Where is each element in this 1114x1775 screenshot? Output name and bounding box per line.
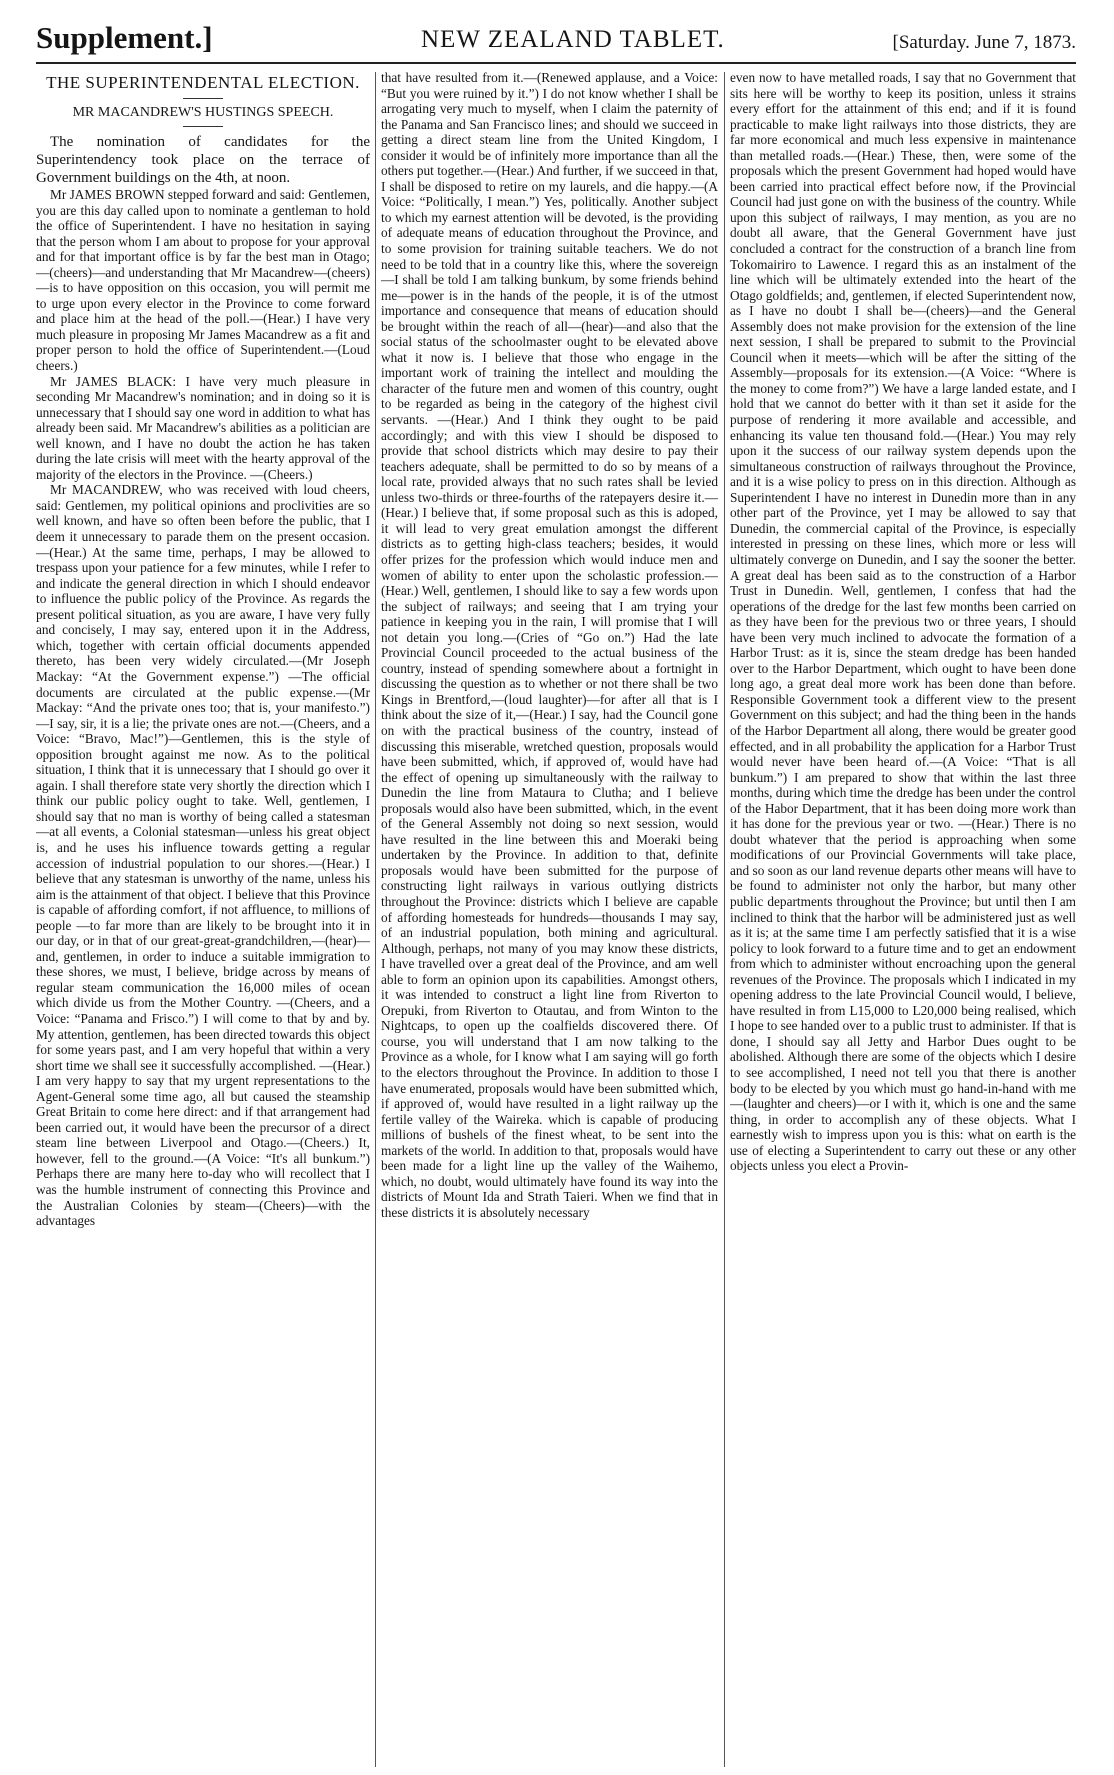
column-divider <box>375 72 376 1767</box>
column-3 <box>730 70 1076 1770</box>
masthead <box>36 18 1076 64</box>
headline-rule <box>183 98 223 99</box>
paragraph: Mr MACANDREW, who was received with loud cheers, said: Gentlemen, my political opinions and proclivities are so well known, and have so often been before the public, that I deem it unnecessary to parade them on the present occasion.—(Hear.) At the same time, perhaps, I may be allowed to trespass upon your patience for a few minutes, while I refer to and indicate the general direction in which I should endeavor to influence the public policy of the Province. As regards the present political situation, as you are aware, I have very fully and concisely, I may say, entered upon it in the Address, which, together with certain official documents appended thereto, has been very widely circulated.—(Mr Joseph Mackay: “At the Government expense.”) —The official documents are circulated at the public expense.—(Mr Mackay: “And the private ones too; that is, your manifesto.”)—I say, sir, it is a lie; the private ones are not.—(Cheers, and a Voice: “Bravo, Mac!”)—Gentlemen, this is the style of opposition brought against me now. As to the political situation, I think that it is unnecessary that I should go over it again. I shall therefore state very shortly the direction which I think our public policy ought to take. Well, gentlemen, I should say that no man is worthy of being called a statesman—at all events, a Colonial statesman—unless his great object is, and he uses his influence towards getting a regular accession of industrial population to our shores.—(Hear.) I believe that any statesman is unworthy of the name, unless his aim is the attainment of that object. I believe that this Province is capable of affording comfort, if not affluence, to millions of people —to far more than are likely to be brought into it in our day, or in that of our great-great-grandchildren,—(hear)—and, gentlemen, in order to induce a suitable immigration to these shores, we must, I believe, bridge across by means of regular steam communication the 16,000 miles of ocean which divide us from the Mother Country. —(Cheers, and a Voice: “Panama and Frisco.”) I will come to that by and by. My attention, gentlemen, has been directed towards this object for some years past, and I am very hopeful that within a very short time we shall see it successfully accomplished. —(Hear.) I am very happy to say that my urgent representations to the Agent-General some time ago, all but caused the steamship Great Britain to come here direct: and if that arrangement had been carried out, it would have been the precursor of a direct steam line between Liverpool and Otago.—(Cheers.) It, however, fell to the ground.—(A Voice: “It's all bunkum.”) Perhaps there are many here to-day who will recollect that I was the humble instrument of connecting this Province and the Australian Colonies by steam—(Cheers)—with the advantages <box>36 482 370 1229</box>
paragraph: Mr JAMES BROWN stepped forward and said: Gentlemen, you are this day called upon to nominate a gentleman to hold the office of Superintendent. I have no hesitation in saying that the person whom I am about to propose for your approval and for that important office is by far the best man in Otago; —(cheers)—and understanding that Mr Macandrew—(cheers)—is to have opposition on this occasion, you will permit me to urge upon every elector in the Province to come forward and place him at the head of the poll.—(Hear.) I have very much pleasure in proposing Mr James Macandrew as a fit and proper person to hold the office of Superintendent.—(Loud cheers.) <box>36 187 370 374</box>
column-divider <box>724 72 725 1767</box>
newspaper-title: NEW ZEALAND TABLET. <box>421 26 725 53</box>
column-1 <box>36 70 370 1770</box>
article-headline: THE SUPERINTENDENTAL ELECTION. <box>46 73 360 92</box>
paragraph: Mr JAMES BLACK: I have very much pleasure in seconding Mr Macandrew's nomination; and in doing so it is unnecessary that I should say one word in addition to what has already been said. Mr Macandrew's abilities as a politician are well known, and I have no doubt the action he has taken during the late crisis will meet with the hearty approval of the majority of the electors in the Province. —(Cheers.) <box>36 373 370 482</box>
paragraph: that have resulted from it.—(Renewed applause, and a Voice: “But you were ruined by it.”) I do not know whether I shall be arrogating very much to myself, when I claim the paternity of the Panama and San Francisco lines; and should we succeed in getting a direct steam line from the United Kingdom, I consider it would be of infinitely more importance than all the others put together.—(Hear.) And further, if we succeed in that, I shall be disposed to retire on my laurels, and die happy.—(A Voice: “Politically, I mean.”) Yes, politically. Another subject to which my earnest attention will be devoted, is the providing of adequate means of education throughout the Province, and to some provision for training suitable teachers. We do not need to be told that in a country like this, where the sovereign—I shall be told I am talking bunkum, by some friends behind me—power is in the hands of the people, it is of the utmost importance and consequence that means of education should be brought within the reach of all—(hear)—and also that the social status of the schoolmaster ought to be elevated above what it now is. I believe that those who engage in the important work of training the intellect and moulding the character of the future men and women of this country, ought to be regarded as being in the category of the highest civil servants. —(Hear.) And I think they ought to be paid accordingly; and with this view I should be disposed to provide that school districts which may desire to pay their teachers adequate, shall be permitted to do so by means of a local rate, provided always that no such rates shall be levied unless two-thirds or three-fourths of the ratepayers desire it.—(Hear.) I believe that, if some proposal such as this is adoped, it will lead to very great emulation amongst the different districts as to getting high-class teachers; besides, it would offer prizes for the profession which would induce men and women of ability to enter upon the scholastic profession.—(Hear.) Well, gentlemen, I should like to say a few words upon the subject of railways; and seeing that I am trying your patience in keeping you in the rain, I will promise that I will not detain you long.—(Cries of “Go on.”) Had the late Provincial Council proceeded to the actual business of the country, instead of spending somewhere about a fortnight in discussing the question as to whether or not there shall be two Kings in Brentford,—(loud laughter)—for after all that is I think about the size of it,—(Hear.) I say, had the Council gone on with the practical business of the country, instead of discussing this miserable, wretched question, proposals would have been submitted, which, if approved of, would have had the effect of opening up simultaneously with the railway to Dunedin the line from Mataura to Clutha; and I believe proposals would also have been submitted, which, in the event of the General Assembly not doing so next session, would have resulted in the line between this and Moeraki being undertaken by the Province. In addition to that, definite proposals would have been submitted for the purpose of constructing light railways in various outlying districts throughout the Province: districts which I believe are capable of affording homesteads for hundreds—thousands I may say, of an industrial population, both mining and agricultural. Although, perhaps, not many of you may know these districts, I have travelled over a great deal of the Province, and am well able to form an opinion upon its capabilities. Amongst others, it was intended to construct a light line from Riverton to Orepuki, from Riverton to Otautau, and from Winton to the Nightcaps, to open up the coalfields discovered there. Of course, you will understand that I am now talking to the Province as a whole, for I know what I am saying will go forth to the electors throughout the Province. In addition to those I have enumerated, proposals would have been submitted which, if approved of, would have resulted in a light railway up the fertile valley of the Waireka. which is capable of producing millions of bushels of the finest wheat, to be sent into the markets of the world. In addition to that, proposals would have been made for a light line up the valley of the Waihemo, which, no doubt, would ultimately have found its way into the districts of Mount Ida and Strath Taieri. When we find that in these districts it is absolutely necessary <box>381 70 718 1220</box>
article-subheadline: MR MACANDREW'S HUSTINGS SPEECH. <box>72 105 334 120</box>
issue-date: [Saturday. June 7, 1873. <box>892 32 1076 53</box>
supplement-label: Supplement.] <box>36 20 213 55</box>
column-2 <box>381 70 718 1770</box>
paragraph: even now to have metalled roads, I say that no Government that sits here will be worthy to keep its position, unless it strains every effort for the attainment of this end; and if it is found practicable to make light railways into those districts, they are far more economical and much less expensive in maintenance than metalled roads.—(Hear.) These, then, were some of the proposals which the present Government had hoped would have been carried into practical effect before now, if the Provincial Council had just gone on with the business of the country. While upon this subject of railways, I may mention, as you are no doubt all aware, that the General Government have just concluded a contract for the construction of a branch line from Tokomairiro to Lawence. I regard this as an instalment of the line which will be ultimately extended into the heart of the Otago goldfields; and, gentlemen, if elected Superintendent now, as I have no doubt I shall be—(cheers)—and the General Assembly does not make provision for the extension of the line next session, I shall be prepared to submit to the Provincial Council when it meets—which will be after the sitting of the Assembly—proposals for its extension.—(A Voice: “Where is the money to come from?”) We have a large landed estate, and I hold that we cannot do better with it than set it aside for the purpose of rendering it more available and accessible, and enhancing its value ten thousand fold.—(Hear.) You may rely upon it the success of our railway system depends upon the simultaneous construction of railways throughout the Province, and it is a wise policy to press on in this direction. Although as Superintendent I have no interest in Dunedin more than in any other part of the Province, yet I may be allowed to say that Dunedin, the commercial capital of the Province, is especially interested in pressing on these lines, which more or less will ultimately converge on Dunedin, and I say the sooner the better. A great deal has been said as to the construction of a Harbor Trust in Dunedin. Well, gentlemen, I confess that had the operations of the dredge for the last few months been carried on as they have been for the previous two or three years, I should have been very much inclined to advocate the formation of a Harbor Trust: as it is, since the steam dredge has been handed over to the Harbor Department, which ought to have been done long ago, a great deal more work has been done than before. Responsible Government took a different view to the present Government on this subject; and had the thing been in the hands of the Harbor Department all along, there would be greater good effected, and in all probability the application for a Harbor Trust would never have been heard of.—(A Voice: “That is all bunkum.”) I am prepared to show that within the last three months, during which time the dredge has been under the control of the Habor Department, that it has been doing more work than it has done for the previous year or two. —(Hear.) There is no doubt whatever that the period is approaching when some modifications of our Provincial Governments will take place, and so soon as our land revenue departs other means will have to be found to administer not only the harbor, but many other public departments throughout the Province; but until then I am inclined to think that the harbor will be administered just as well as it is; at the same time I am perfectly satisfied that it is a wise policy to look forward to a future time and to get an endowment from which to administer without encroaching upon the general revenues of the Province. The proposals which I indicated in my opening address to the late Provincial Council would, I believe, have resulted in from L15,000 to L20,000 being realised, which I hope to see handed over to a public trust to administer. If that is done, I should say all Jetty and Harbor Dues ought to be abolished. Although there are some of the objects which I desire to see accomplished, I need not tell you that there is another body to be elected by you which must go hand-in-hand with me—(laughter and cheers)—or I with it, which is one and the same thing, in order to accomplish any of these objects. What I earnestly wish to impress upon you is this: what on earth is the use of electing a Superintendent to carry out these or any other objects unless you elect a Provin- <box>730 70 1076 1174</box>
subheadline-rule <box>183 126 223 127</box>
article-intro: The nomination of candidates for the Superintendency took place on the terrace of Government buildings on the 4th, at noon. <box>36 134 370 186</box>
